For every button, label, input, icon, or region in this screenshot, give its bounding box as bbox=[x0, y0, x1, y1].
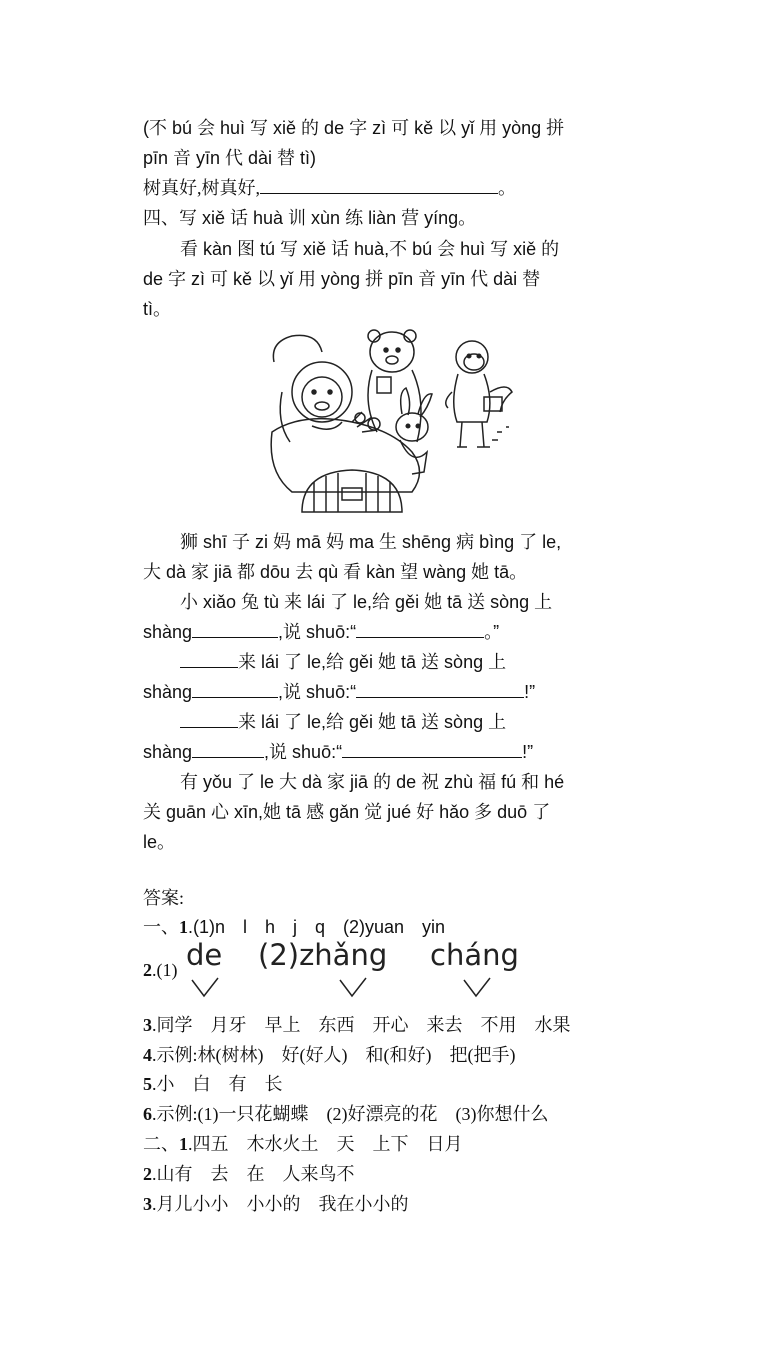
answer-prefix: 二、 bbox=[143, 1134, 179, 1154]
friend2-line-2 bbox=[143, 677, 535, 707]
instruction-line-1: 看 kàn 图 tú 写 xiě 话 huà,不 bú 会 huì 写 xiě 的 bbox=[180, 239, 560, 259]
gift-blank[interactable] bbox=[192, 739, 264, 758]
answer-2-3 bbox=[143, 1189, 409, 1219]
note-line-2: pīn 音 yīn 代 dài 替 tì) bbox=[143, 148, 317, 168]
answer-number: 2 bbox=[143, 1164, 152, 1184]
answer-text: .山有 去 在 人来鸟不 bbox=[152, 1164, 355, 1184]
friend3-end: !” bbox=[522, 742, 534, 762]
friend2-text: 来 lái 了 le,给 gěi 她 tā 送 sòng 上 bbox=[238, 652, 507, 672]
answer-label: .(1) bbox=[152, 960, 178, 980]
rabbit-line-1: 小 xiǎo 兔 tù 来 lái 了 le,给 gěi 她 tā 送 sòng 上 bbox=[180, 592, 553, 612]
friend3-line-1 bbox=[180, 707, 506, 737]
friend2-pinyin: shàng bbox=[143, 682, 193, 702]
tree-sentence-prefix: 树真好,树真好, bbox=[143, 178, 260, 198]
friend3-text: 来 lái 了 le,给 gěi 她 tā 送 sòng 上 bbox=[238, 712, 507, 732]
pinyin-de: de bbox=[186, 938, 223, 972]
rabbit-said: ,说 shuō:“ bbox=[278, 622, 357, 642]
animal-blank[interactable] bbox=[180, 649, 238, 668]
instruction-line-3: tì。 bbox=[143, 299, 172, 319]
answer-number: 5 bbox=[143, 1074, 152, 1094]
answer-text: .同学 月牙 早上 东西 开心 来去 不用 水果 bbox=[152, 1015, 571, 1035]
check-mark-icon bbox=[338, 976, 368, 1000]
answers-heading: 答案: bbox=[143, 888, 185, 908]
answer-number: 4 bbox=[143, 1045, 152, 1065]
answer-1-3 bbox=[143, 1010, 571, 1040]
answer-1-2 bbox=[143, 955, 178, 985]
answer-number: 1 bbox=[179, 1134, 188, 1154]
answer-text: .(1)n l h j q (2)yuan yin bbox=[188, 917, 446, 937]
friend2-said: ,说 shuō:“ bbox=[278, 682, 357, 702]
check-mark-icon bbox=[190, 976, 220, 1000]
speech-blank[interactable] bbox=[356, 679, 524, 698]
answer-text: .四五 木水火土 天 上下 日月 bbox=[188, 1134, 463, 1154]
answer-blank[interactable] bbox=[260, 175, 498, 194]
story-line-2: 大 dà 家 jiā 都 dōu 去 qù 看 kàn 望 wàng 她 tā。 bbox=[143, 562, 528, 582]
friend2-end: !” bbox=[524, 682, 536, 702]
friend3-line-2 bbox=[143, 737, 533, 767]
answer-number: 6 bbox=[143, 1104, 152, 1124]
pinyin-zhang: (2)zhǎng bbox=[258, 938, 388, 972]
answer-1-4 bbox=[143, 1040, 515, 1070]
ending-line-3: le。 bbox=[143, 832, 176, 852]
gift-blank[interactable] bbox=[192, 619, 278, 638]
rabbit-end: 。” bbox=[484, 622, 500, 642]
rabbit-pinyin: shàng bbox=[143, 622, 193, 642]
answer-1-6 bbox=[143, 1099, 548, 1129]
answer-text: .示例:林(树林) 好(好人) 和(和好) 把(把手) bbox=[152, 1045, 516, 1065]
rabbit-line-2 bbox=[143, 617, 499, 647]
gift-blank[interactable] bbox=[192, 679, 278, 698]
friend2-line-1 bbox=[180, 647, 506, 677]
instruction-line-2: de 字 zì 可 kě 以 yǐ 用 yòng 拼 pīn 音 yīn 代 dài 替 bbox=[143, 269, 541, 289]
tree-sentence-suffix: 。 bbox=[498, 178, 516, 198]
ending-line-2: 关 guān 心 xīn,她 tā 感 gǎn 觉 jué 好 hǎo 多 duō 了 bbox=[143, 802, 551, 822]
answer-text: .月儿小小 小小的 我在小小的 bbox=[152, 1194, 409, 1214]
answer-prefix: 一、 bbox=[143, 917, 179, 937]
friend3-pinyin: shàng bbox=[143, 742, 193, 762]
speech-blank[interactable] bbox=[342, 739, 522, 758]
speech-blank[interactable] bbox=[356, 619, 484, 638]
answer-2-2 bbox=[143, 1159, 355, 1189]
answer-text: .示例:(1)一只花蝴蝶 (2)好漂亮的花 (3)你想什么 bbox=[152, 1104, 549, 1124]
animal-blank[interactable] bbox=[180, 709, 238, 728]
answer-number: 2 bbox=[143, 960, 152, 980]
illustration-sick-lion bbox=[262, 322, 517, 522]
pinyin-chang: cháng bbox=[430, 938, 519, 972]
section-title: 四、写 xiě 话 huà 训 xùn 练 liàn 营 yíng。 bbox=[143, 208, 477, 228]
answer-number: 1 bbox=[179, 917, 188, 937]
answer-2-1 bbox=[143, 1129, 463, 1159]
friend3-said: ,说 shuō:“ bbox=[264, 742, 343, 762]
answer-number: 3 bbox=[143, 1194, 152, 1214]
answer-text: .小 白 有 长 bbox=[152, 1074, 283, 1094]
note-line-1: (不 bú 会 huì 写 xiě 的 de 字 zì 可 kě 以 yǐ 用 yòng 拼 bbox=[143, 118, 565, 138]
answer-number: 3 bbox=[143, 1015, 152, 1035]
ending-line-1: 有 yǒu 了 le 大 dà 家 jiā 的 de 祝 zhù 福 fú 和 hé bbox=[180, 772, 565, 792]
story-line-1: 狮 shī 子 zi 妈 mā 妈 ma 生 shēng 病 bìng 了 le, bbox=[180, 532, 562, 552]
check-mark-icon bbox=[462, 976, 492, 1000]
tree-sentence bbox=[143, 173, 516, 203]
answer-1-5 bbox=[143, 1069, 283, 1099]
